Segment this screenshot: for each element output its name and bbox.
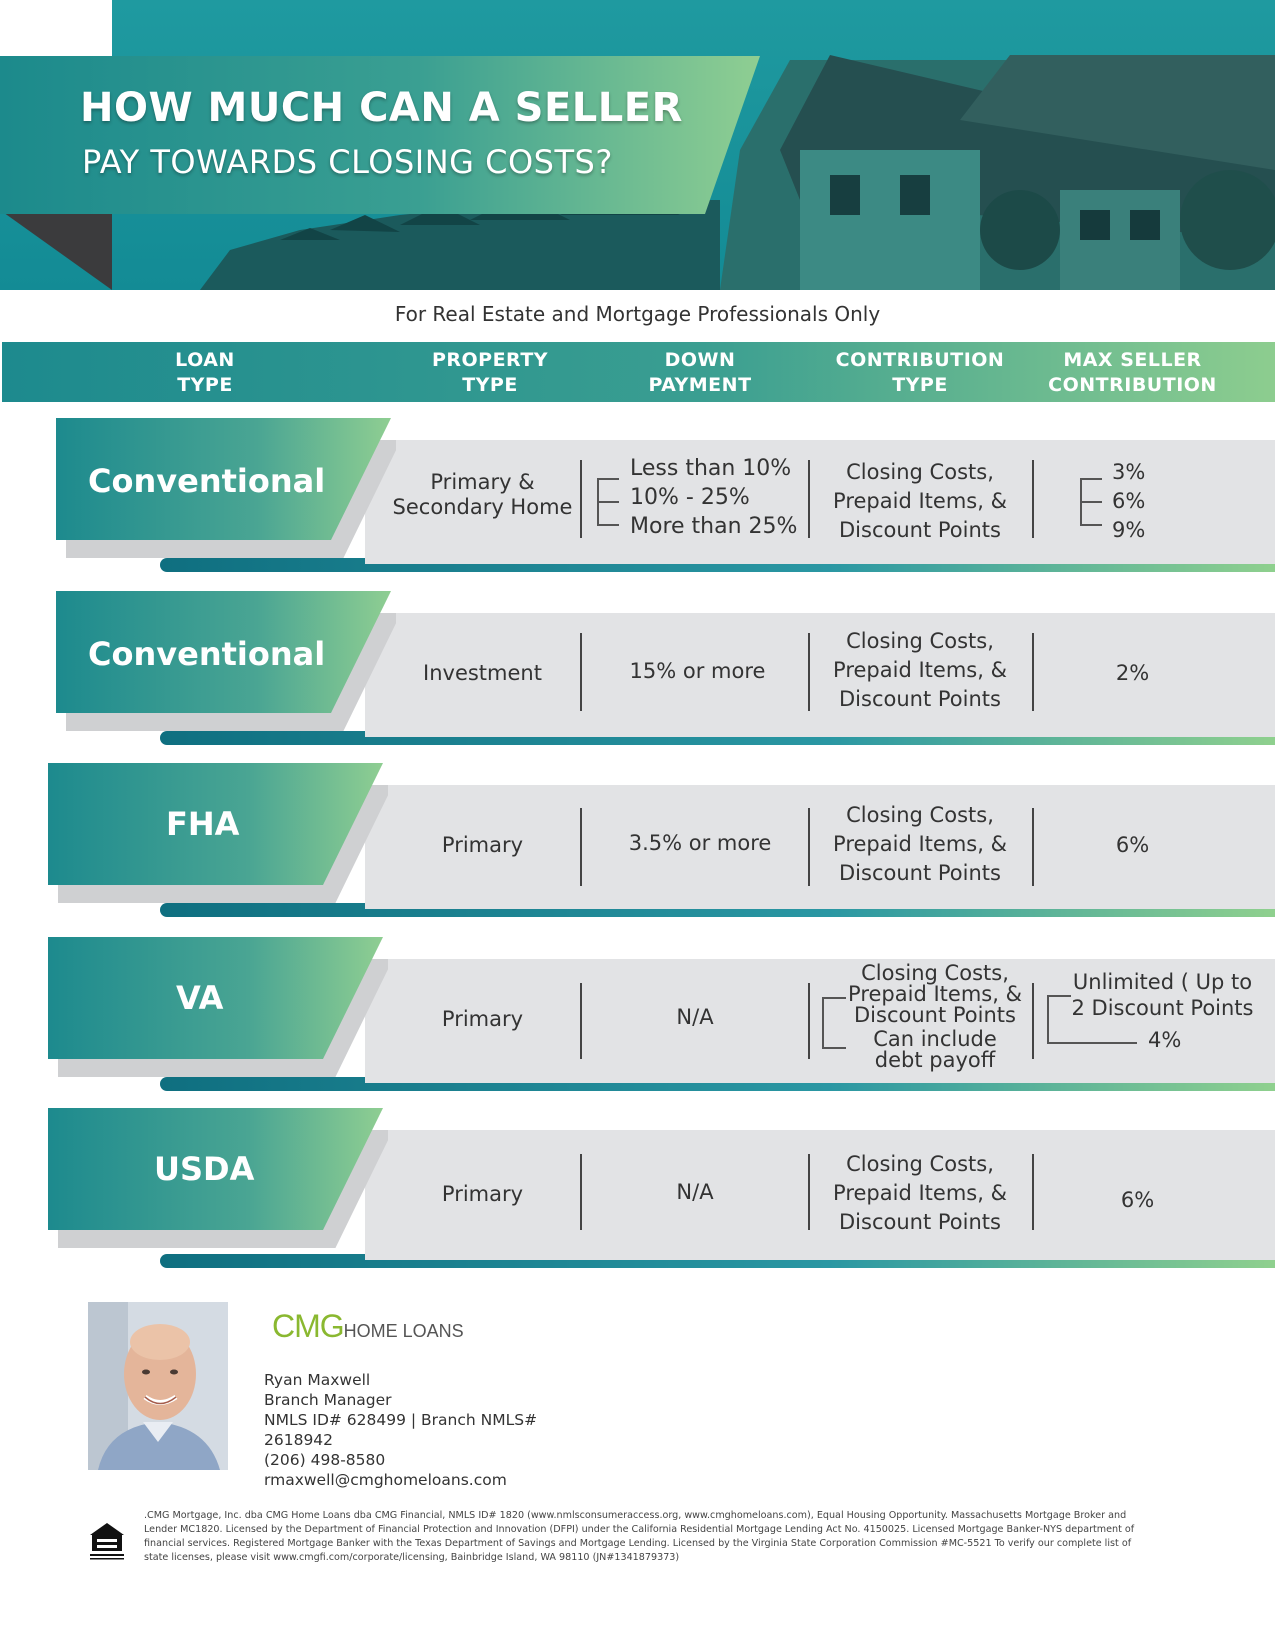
bracket-tick	[1080, 478, 1102, 480]
bracket-tick	[822, 1047, 846, 1049]
cell-text: Secondary Home	[392, 495, 573, 519]
col-header-contribution-type	[830, 348, 1010, 398]
column-divider	[808, 460, 810, 538]
bracket-tick	[1047, 995, 1071, 997]
page-title-line1: HOW MUCH CAN A SELLER	[80, 85, 683, 131]
cell-text: 9%	[1112, 518, 1146, 542]
cell-text: Closing Costs,	[846, 629, 994, 653]
max-seller-cell: 6%	[1115, 833, 1150, 857]
contribution-type-cell	[820, 458, 1020, 545]
bracket	[1047, 995, 1049, 1042]
cell-text: 10% - 25%	[630, 485, 750, 510]
page-title-line2: PAY TOWARDS CLOSING COSTS?	[82, 143, 613, 181]
cell-text: Closing Costs,	[846, 1152, 994, 1176]
column-divider	[1032, 460, 1034, 538]
col-header-max-seller	[1040, 348, 1225, 398]
column-divider	[580, 808, 582, 886]
loan-type-label: Conventional	[88, 635, 326, 673]
loan-type-label: Conventional	[88, 462, 326, 500]
property-type-cell: Primary	[441, 833, 524, 857]
col-header-text: MAX SELLER	[1063, 349, 1202, 371]
audience-subtitle: For Real Estate and Mortgage Professionals Only	[394, 302, 881, 326]
max-seller-cell: 6%	[1120, 1188, 1155, 1212]
table-row-conventional-primary	[0, 418, 1275, 588]
contact-nmls: NMLS ID# 628499 | Branch NMLS#	[264, 1411, 538, 1429]
max-seller-cell	[1070, 969, 1255, 1053]
max-seller-cell: 2%	[1115, 661, 1150, 685]
cell-text: Closing Costs,	[861, 961, 1009, 985]
contact-name: Ryan Maxwell	[264, 1371, 371, 1389]
column-divider	[808, 1154, 810, 1230]
logo-home-loans-text: HOME LOANS	[343, 1321, 464, 1341]
down-payment-cell: 15% or more	[629, 659, 766, 683]
col-header-text: CONTRIBUTION	[835, 349, 1005, 371]
col-header-text: PROPERTY	[431, 349, 549, 371]
contribution-type-cell	[845, 963, 1025, 1071]
cell-text: More than 25%	[630, 514, 798, 539]
col-header-text: LOAN	[175, 349, 235, 371]
cell-text: Primary &	[430, 470, 535, 494]
column-divider	[1032, 633, 1034, 711]
table-row-va	[0, 937, 1275, 1107]
contribution-type-cell	[820, 801, 1020, 888]
cell-text: debt payoff	[874, 1048, 996, 1072]
col-header-text: DOWN	[664, 349, 736, 371]
down-payment-cell: N/A	[676, 1180, 714, 1204]
contribution-type-cell	[820, 1150, 1020, 1237]
contact-role: Branch Manager	[264, 1391, 392, 1409]
down-payment-cell	[630, 454, 797, 541]
cell-text: Prepaid Items, &	[848, 982, 1022, 1006]
table-row-usda	[0, 1108, 1275, 1278]
column-divider	[1032, 1154, 1034, 1230]
cell-text: Closing Costs,	[846, 803, 994, 827]
cell-text: Unlimited ( Up to	[1072, 970, 1253, 994]
bracket-tick	[822, 997, 846, 999]
cell-text: 2 Discount Points	[1071, 996, 1254, 1020]
bracket	[822, 997, 824, 1047]
bracket-tick	[597, 501, 619, 503]
col-header-text: PAYMENT	[648, 374, 752, 396]
cell-text: Prepaid Items, &	[833, 1181, 1007, 1205]
column-divider	[1032, 983, 1034, 1059]
logo-cmg-text: CMG	[272, 1308, 344, 1344]
loan-type-label: USDA	[154, 1150, 255, 1188]
equal-housing-icon	[88, 1521, 126, 1561]
cell-text: 6%	[1112, 489, 1146, 513]
col-header-text: TYPE	[892, 374, 948, 396]
hero-banner	[0, 0, 1275, 290]
col-header-loan-type	[150, 348, 260, 398]
bracket-tick	[597, 524, 619, 526]
cell-text: Discount Points	[854, 1003, 1016, 1027]
cell-text: Can include	[873, 1027, 997, 1051]
cell-text: Prepaid Items, &	[833, 658, 1007, 682]
column-divider	[580, 460, 582, 538]
column-divider	[1032, 808, 1034, 886]
loan-officer-photo	[88, 1302, 228, 1470]
column-divider	[808, 808, 810, 886]
property-type-cell: Investment	[423, 661, 542, 685]
contact-block	[264, 1370, 537, 1490]
headshot-image	[88, 1302, 228, 1470]
col-header-text: TYPE	[177, 374, 233, 396]
loan-type-label: FHA	[166, 805, 240, 843]
col-header-text: CONTRIBUTION	[1048, 374, 1217, 396]
bracket-tick	[1080, 501, 1102, 503]
max-seller-cell	[1112, 458, 1145, 545]
cell-text: Discount Points	[839, 518, 1001, 542]
table-row-fha	[0, 763, 1275, 933]
bracket-tick	[597, 478, 619, 480]
cmg-home-loans-logo	[272, 1308, 464, 1345]
property-type-cell	[390, 470, 575, 520]
cell-text: 4%	[1148, 1028, 1182, 1052]
loan-type-label: VA	[176, 979, 224, 1017]
column-divider	[580, 633, 582, 711]
property-type-cell: Primary	[441, 1007, 524, 1031]
cell-text: Discount Points	[839, 1210, 1001, 1234]
col-header-down-payment	[625, 348, 775, 398]
table-row-conventional-investment	[0, 591, 1275, 761]
col-header-text: TYPE	[462, 374, 518, 396]
cell-text: Discount Points	[839, 687, 1001, 711]
column-divider	[808, 983, 810, 1059]
column-divider	[580, 1154, 582, 1230]
cell-text: Prepaid Items, &	[833, 489, 1007, 513]
cell-text: Prepaid Items, &	[833, 832, 1007, 856]
property-type-cell: Primary	[441, 1182, 524, 1206]
bracket-tick	[1080, 524, 1102, 526]
contact-branch-nmls: 2618942	[264, 1431, 334, 1449]
cell-text: Less than 10%	[630, 456, 792, 481]
contact-phone[interactable]: (206) 498-8580	[264, 1451, 386, 1469]
contribution-type-cell	[820, 627, 1020, 714]
column-divider	[580, 983, 582, 1059]
down-payment-cell: 3.5% or more	[628, 831, 772, 855]
cell-text: Discount Points	[839, 861, 1001, 885]
column-divider	[808, 633, 810, 711]
col-header-property-type	[410, 348, 570, 398]
legal-disclaimer: .CMG Mortgage, Inc. dba CMG Home Loans dba CMG Financial, NMLS ID# 1820 (www.nmlsconsumeraccess.org, www.cmghomeloans.com), Equal Housing Opportunity. Massachusetts Mortgage Broker and Lender MC1820. Licensed by the Department of Financial Protection and Innovation (DFPI) under the California Residential Mortgage Lending Act No. 4150025. Licensed Mortgage Banker-NYS department of financial services. Registered Mortgage Banker with the Texas Department of Savings and Mortgage Lending. Licensed by the Virginia State Corporation Commission #MC-5521 To verify our complete list of state licenses, please visit www.cmgfi.com/corporate/licensing, Bainbridge Island, WA 98110 (JN#1341879373)	[144, 1510, 1135, 1563]
contact-email[interactable]: rmaxwell@cmghomeloans.com	[264, 1471, 507, 1489]
cell-text: Closing Costs,	[846, 460, 994, 484]
cell-text: 3%	[1112, 460, 1146, 484]
down-payment-cell: N/A	[676, 1005, 714, 1029]
